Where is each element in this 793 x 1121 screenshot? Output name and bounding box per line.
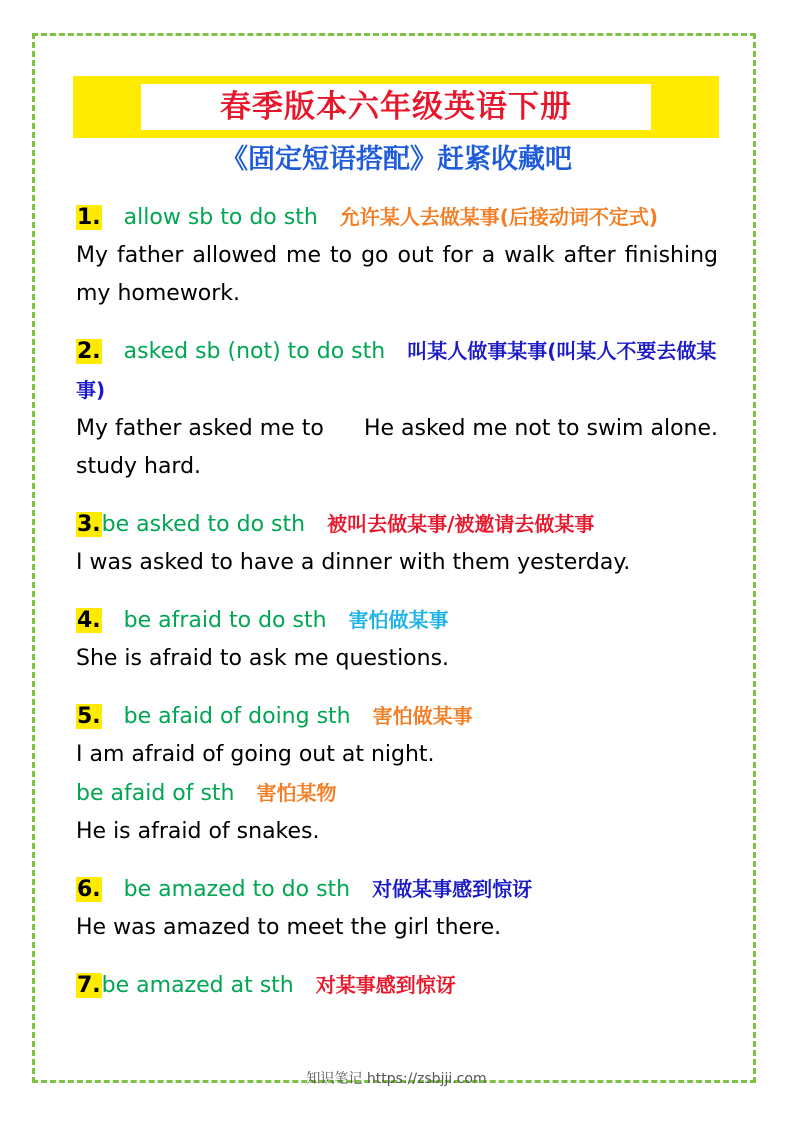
entry-5-subhead: [76, 774, 718, 813]
entry-4-head: [76, 601, 718, 640]
entry-example: He was amazed to meet the girl there.: [76, 915, 502, 940]
entry-number: 3.: [77, 512, 101, 537]
entry-phrase: be amazed at sth: [101, 973, 294, 998]
entry-3-head: [76, 505, 718, 544]
entry-5: [76, 697, 718, 851]
entry-phrase-2: be afaid of sth: [76, 781, 235, 806]
entry-phrase: be amazed to do sth: [123, 877, 351, 902]
entry-4: [76, 601, 718, 678]
entry-7-head: [76, 966, 718, 1005]
entry-3: [76, 505, 718, 582]
entry-2-head: [76, 332, 718, 410]
entry-meaning: 允许某人去做某事(后接动词不定式): [339, 205, 659, 229]
entry-phrase: be afaid of doing sth: [123, 704, 351, 729]
entry-6-head: [76, 870, 718, 909]
entry-2: [76, 332, 718, 486]
entry-1-head: [76, 198, 718, 237]
entry-meaning: 害怕做某事: [372, 704, 473, 728]
entry-example: I was asked to have a dinner with them yesterday.: [76, 550, 631, 575]
entry-7: [76, 966, 718, 1005]
entry-meaning: 对做某事感到惊讶: [372, 877, 533, 901]
page-title: 春季版本六年级英语下册: [141, 84, 651, 130]
entry-example-b: He asked me not to swim alone.: [363, 416, 718, 441]
entry-6: [76, 870, 718, 947]
phrase-list: [76, 198, 718, 1024]
entry-example: She is afraid to ask me questions.: [76, 646, 450, 671]
entry-example-2: He is afraid of snakes.: [76, 819, 320, 844]
entry-meaning-2: 害怕某物: [256, 781, 337, 805]
entry-meaning: 叫某人做事某事(叫某人不要去做某事): [76, 339, 717, 402]
entry-example: My father allowed me to go out for a walk after finishing my homework.: [76, 243, 718, 306]
entry-meaning: 害怕做某事: [348, 608, 449, 632]
entry-number: 4.: [77, 608, 101, 633]
entry-1: [76, 198, 718, 313]
entry-meaning: 被叫去做某事/被邀请去做某事: [327, 512, 595, 536]
entry-phrase: be asked to do sth: [101, 512, 306, 537]
footer-watermark: 知识笔记 https://zsbjji.com: [306, 1071, 487, 1087]
entry-phrase: asked sb (not) to do sth: [123, 339, 386, 364]
entry-number: 2.: [77, 339, 101, 364]
entry-example-a: My father asked me to study hard.: [76, 416, 324, 479]
entry-phrase: be afraid to do sth: [123, 608, 327, 633]
entry-example: [76, 410, 718, 486]
entry-number: 6.: [77, 877, 101, 902]
entry-meaning: 对某事感到惊讶: [315, 973, 456, 997]
entry-number: 7.: [77, 973, 101, 998]
page-subtitle: 《固定短语搭配》赶紧收藏吧: [221, 144, 572, 175]
entry-example: I am afraid of going out at night.: [76, 742, 435, 767]
entry-number: 1.: [77, 205, 101, 230]
entry-phrase: allow sb to do sth: [123, 205, 318, 230]
entry-number: 5.: [77, 704, 101, 729]
entry-5-head: [76, 697, 718, 736]
